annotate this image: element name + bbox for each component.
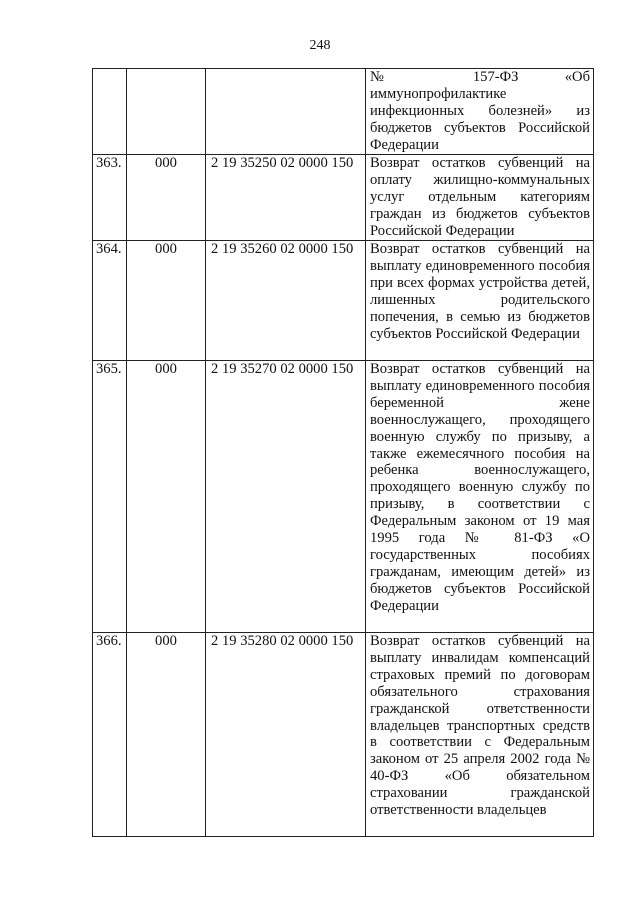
admin-code (127, 69, 206, 155)
row-number: 363. (93, 155, 127, 241)
row-number: 365. (93, 361, 127, 633)
table-row (93, 361, 594, 633)
budget-classification-code: 2 19 35250 02 0000 150 (206, 155, 366, 241)
budget-classification-code (206, 69, 366, 155)
income-description: Возврат остатков субвенций на выплату инвалидам компенсаций страховых премий по договорам обязательного страхования гражданской ответственности владельцев транспортных средств в соответствии с Федеральным законом от 25 апреля 2002 года № 40-ФЗ «Об обязательном страховании гражданской ответственности владельцев (366, 633, 594, 837)
budget-classification-code: 2 19 35260 02 0000 150 (206, 241, 366, 361)
income-description: Возврат остатков субвенций на выплату единовременного пособия беременной жене военнослужащего, проходящего военную службу по призыву, а также ежемесячного пособия на ребенка военнослужащего, проходящего военную службу по призыву, в соответствии с Федеральным законом от 19 мая 1995 года № 81-ФЗ «О государственных пособиях гражданам, имеющим детей» из бюджетов субъектов Российской Федерации (366, 361, 594, 633)
admin-code: 000 (127, 361, 206, 633)
budget-codes-table (92, 68, 594, 837)
income-description: Возврат остатков субвенций на выплату единовременного пособия при всех формах устройства детей, лишенных родительского попечения, в семью из бюджетов субъектов Российской Федерации (366, 241, 594, 361)
page-number: 248 (309, 38, 331, 53)
row-number: 364. (93, 241, 127, 361)
row-number: 366. (93, 633, 127, 837)
table-row (93, 633, 594, 837)
income-description: № 157-ФЗ «Об иммунопрофилактике инфекционных болезней» из бюджетов субъектов Российской Федерации (366, 69, 594, 155)
admin-code: 000 (127, 633, 206, 837)
table-row (93, 69, 594, 155)
budget-classification-code: 2 19 35280 02 0000 150 (206, 633, 366, 837)
table-row (93, 241, 594, 361)
admin-code: 000 (127, 241, 206, 361)
income-description: Возврат остатков субвенций на оплату жилищно-коммунальных услуг отдельным категориям граждан из бюджетов субъектов Российской Федерации (366, 155, 594, 241)
table-row (93, 155, 594, 241)
budget-classification-code: 2 19 35270 02 0000 150 (206, 361, 366, 633)
row-number (93, 69, 127, 155)
admin-code: 000 (127, 155, 206, 241)
